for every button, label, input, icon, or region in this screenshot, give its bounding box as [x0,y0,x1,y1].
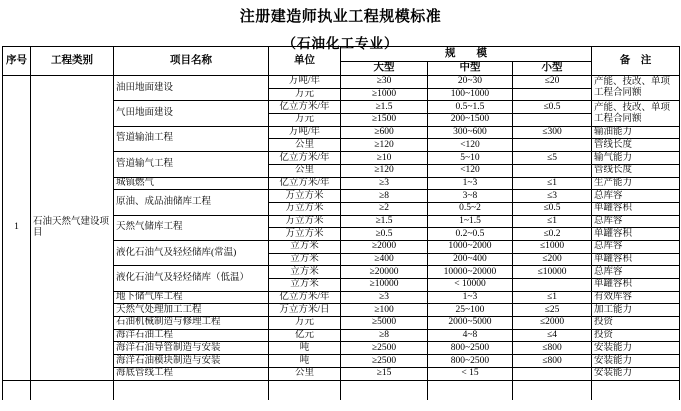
project-name-cell: 管道输气工程 [114,152,269,177]
scale-large-cell: ≥3 [341,177,428,190]
unit-cell: 立方米 [269,279,341,292]
scale-large-cell: ≥10 [341,152,428,165]
header-project: 项目名称 [114,47,269,76]
scale-medium-cell: 5~10 [428,152,513,165]
remark-cell: 管线长度 [592,164,680,177]
scale-large-cell: ≥120 [341,164,428,177]
scale-medium-cell: 1~3 [428,177,513,190]
scale-large-cell: ≥1.5 [341,101,428,114]
scale-large-cell: ≥5000 [341,317,428,330]
scale-small-cell: ≤20 [513,76,592,89]
project-name-cell: 液化石油气及轻烃储库（低温） [114,266,269,291]
scale-medium-cell: 0.5~2 [428,202,513,215]
remark-cell: 总库容 [592,266,680,279]
scale-medium-cell: 10000~20000 [428,266,513,279]
remark-cell: 单罐容积 [592,279,680,292]
scale-small-cell: ≤25 [513,304,592,317]
remark-cell: 输气能力 [592,152,680,165]
project-name-cell: 原油、成品油储库工程 [114,190,269,215]
header-row-1 [3,47,680,62]
scale-large-cell: ≥8 [341,329,428,342]
remark-cell: 投资 [592,317,680,330]
header-scale: 规 模 [341,47,592,62]
scale-medium-cell: 3~8 [428,190,513,203]
scale-small-cell: ≤800 [513,355,592,368]
unit-cell: 公里 [269,139,341,152]
scale-small-cell: ≤1 [513,291,592,304]
scale-medium-cell: <120 [428,164,513,177]
remark-cell: 输油能力 [592,126,680,139]
scale-large-cell: ≥2000 [341,240,428,253]
project-name-cell: 天然气处理加工工程 [114,304,269,317]
project-name-cell: 海底管线工程 [114,367,269,380]
unit-cell: 吨 [269,355,341,368]
scale-large-cell: ≥15 [341,367,428,380]
scale-small-cell [513,139,592,152]
unit-cell: 万元 [269,317,341,330]
project-name-cell: 城镇燃气 [114,177,269,190]
remark-cell: 单罐容积 [592,253,680,266]
doc-subtitle: （石油化工专业） [282,36,399,51]
remark-cell: 有效库容 [592,291,680,304]
scale-medium-cell: 200~1500 [428,114,513,127]
project-name-cell: 海洋石油模块制造与安装 [114,355,269,368]
scale-large-cell: ≥8 [341,190,428,203]
project-name-cell: 管道输油工程 [114,126,269,151]
scale-large-cell: ≥100 [341,304,428,317]
unit-cell: 万立方米 [269,228,341,241]
unit-cell: 立方米 [269,240,341,253]
scale-small-cell: ≤10000 [513,266,592,279]
scale-small-cell: ≤1 [513,215,592,228]
scale-small-cell: ≤1000 [513,240,592,253]
remark-cell: 产能、技改、单项工程合同额 [592,76,680,101]
unit-cell: 万立方米 [269,190,341,203]
scale-large-cell: ≥2500 [341,355,428,368]
scale-small-cell: ≤300 [513,126,592,139]
remark-cell: 安装能力 [592,342,680,355]
table-row-partial [3,380,680,400]
unit-cell: 万元 [269,114,341,127]
scale-small-cell: ≤4 [513,329,592,342]
scale-large-cell: ≥30 [341,76,428,89]
scale-large-cell: ≥20000 [341,266,428,279]
project-name-cell: 气田地面建设 [114,101,269,126]
serial-cell: 1 [3,76,31,381]
remark-cell [592,380,680,400]
scale-large-cell: ≥120 [341,139,428,152]
scale-small-cell: ≤2000 [513,317,592,330]
remark-cell: 生产能力 [592,177,680,190]
scale-large-cell: ≥0.5 [341,228,428,241]
scale-medium-cell [428,380,513,400]
standards-table [2,46,680,400]
scale-small-cell [513,279,592,292]
project-name-cell: 海洋石油导管制造与安装 [114,342,269,355]
header-serial: 序号 [3,47,31,76]
project-name-cell: 石油机械制造与修理工程 [114,317,269,330]
header-scale-small: 小型 [513,61,592,76]
remark-cell: 安装能力 [592,367,680,380]
scale-large-cell: ≥1.5 [341,215,428,228]
table-row [3,76,680,89]
scale-small-cell: ≤0.5 [513,101,592,114]
scale-medium-cell: 2000~5000 [428,317,513,330]
unit-cell: 万吨/年 [269,126,341,139]
scale-large-cell: ≥3 [341,291,428,304]
scale-medium-cell: 0.5~1.5 [428,101,513,114]
scale-small-cell [513,88,592,101]
scale-medium-cell: 100~1000 [428,88,513,101]
scale-small-cell: ≤0.2 [513,228,592,241]
remark-cell: 投资 [592,329,680,342]
remark-cell: 安装能力 [592,355,680,368]
remark-cell: 加工能力 [592,304,680,317]
scale-large-cell: ≥2500 [341,342,428,355]
scale-large-cell: ≥1000 [341,88,428,101]
scale-small-cell [513,380,592,400]
scale-large-cell: ≥2 [341,202,428,215]
scale-small-cell: ≤3 [513,190,592,203]
scale-medium-cell: 800~2500 [428,342,513,355]
scale-large-cell [341,380,428,400]
remark-cell: 总库容 [592,190,680,203]
scale-large-cell: ≥10000 [341,279,428,292]
scale-small-cell: ≤0.5 [513,202,592,215]
project-name-cell: 海洋石油工程 [114,329,269,342]
scale-medium-cell: 4~8 [428,329,513,342]
scale-small-cell: ≤200 [513,253,592,266]
header-scale-medium: 中型 [428,61,513,76]
project-name-cell: 地下储气库工程 [114,291,269,304]
remark-cell: 总库容 [592,215,680,228]
project-name-cell [114,380,269,400]
unit-cell: 立方米 [269,253,341,266]
scale-medium-cell: < 15 [428,367,513,380]
scale-medium-cell: 800~2500 [428,355,513,368]
category-cell: 石油天然气建设项目 [31,76,114,381]
scale-medium-cell: 200~400 [428,253,513,266]
scale-small-cell: ≤800 [513,342,592,355]
unit-cell: 公里 [269,164,341,177]
unit-cell: 万立方米/日 [269,304,341,317]
scale-small-cell: ≤5 [513,152,592,165]
scale-small-cell: ≤1 [513,177,592,190]
scale-small-cell [513,367,592,380]
scale-small-cell [513,164,592,177]
unit-cell: 立方米 [269,266,341,279]
unit-cell: 亿立方米/年 [269,291,341,304]
scale-large-cell: ≥400 [341,253,428,266]
unit-cell: 亿立方米/年 [269,101,341,114]
unit-cell: 万吨/年 [269,76,341,89]
project-name-cell: 油田地面建设 [114,76,269,101]
unit-cell: 万元 [269,88,341,101]
scale-large-cell: ≥1500 [341,114,428,127]
unit-cell: 亿立方米/年 [269,152,341,165]
header-unit: 单位 [269,47,341,76]
unit-cell: 万立方米 [269,202,341,215]
serial-cell [3,380,31,400]
scale-medium-cell: 1~3 [428,291,513,304]
scale-medium-cell: 20~30 [428,76,513,89]
scale-medium-cell: 1000~2000 [428,240,513,253]
project-name-cell: 天然气储库工程 [114,215,269,240]
unit-cell: 万立方米 [269,215,341,228]
scale-large-cell: ≥600 [341,126,428,139]
unit-cell: 亿立方米/年 [269,177,341,190]
scale-medium-cell: <120 [428,139,513,152]
remark-cell: 总库容 [592,240,680,253]
unit-cell: 亿元 [269,329,341,342]
project-name-cell: 液化石油气及轻烃储库(常温) [114,240,269,265]
header-scale-large: 大型 [341,61,428,76]
doc-title: 注册建造师执业工程规模标准 [239,9,442,25]
unit-cell [269,380,341,400]
unit-cell: 吨 [269,342,341,355]
unit-cell: 公里 [269,367,341,380]
header-remark: 备 注 [592,47,680,76]
scale-medium-cell: 25~100 [428,304,513,317]
category-cell [31,380,114,400]
remark-cell: 管线长度 [592,139,680,152]
scale-medium-cell: 0.2~0.5 [428,228,513,241]
scale-medium-cell: 300~600 [428,126,513,139]
scale-medium-cell: < 10000 [428,279,513,292]
scale-medium-cell: 1~1.5 [428,215,513,228]
remark-cell: 单罐容积 [592,228,680,241]
remark-cell: 产能、技改、单项工程合同额 [592,101,680,126]
scale-small-cell [513,114,592,127]
header-category: 工程类别 [31,47,114,76]
remark-cell: 单罐容积 [592,202,680,215]
